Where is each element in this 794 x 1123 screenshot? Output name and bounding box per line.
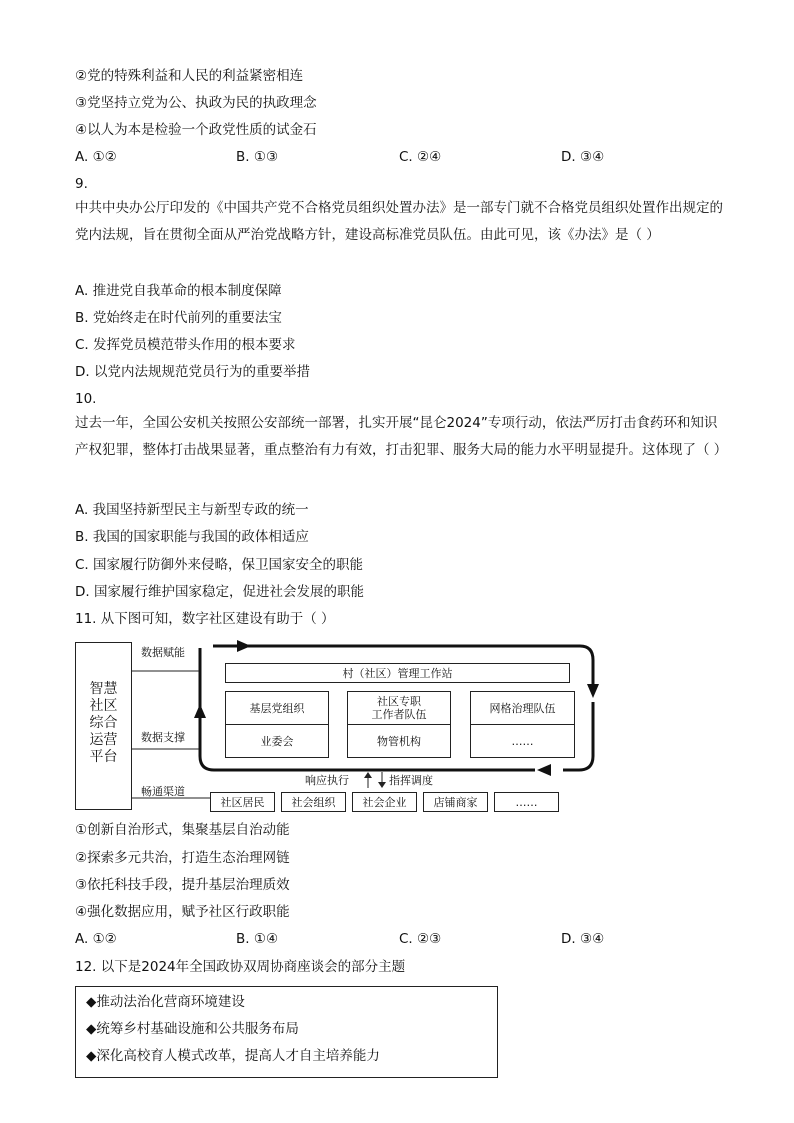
q8-option-c[interactable]: C. ②④ xyxy=(399,149,442,165)
q12-topic-3: ◆深化高校育人模式改革，提高人才自主培养能力 xyxy=(86,1048,380,1064)
q12-stem: 12. 以下是2024年全国政协双周协商座谈会的部分主题 xyxy=(75,959,406,975)
label-channel: 畅通渠道 xyxy=(141,785,185,798)
label-data-support: 数据支撑 xyxy=(141,731,185,744)
q9-stem: 中共中央办公厅印发的《中国共产党不合格党员组织处置办法》是一部专门就不合格党员组织处置作出规定的党内法规，旨在贯彻全面从严治党战略方针，建设高标准党员队伍。由此可见，该《办法》是（ ） xyxy=(75,200,723,243)
platform-label xyxy=(76,681,131,766)
q12-topic-1: ◆推动法治化营商环境建设 xyxy=(86,994,245,1010)
q9-option-a[interactable]: A. 推进党自我革命的根本制度保障 xyxy=(75,283,282,299)
q10-option-b[interactable]: B. 我国的国家职能与我国的政体相适应 xyxy=(75,529,309,545)
label-respond: 响应执行 xyxy=(305,774,349,787)
q8-option-b[interactable]: B. ①③ xyxy=(236,149,279,165)
q12-topics-box xyxy=(75,986,498,1078)
q11-option-b[interactable]: B. ①④ xyxy=(236,931,279,947)
q11-option-c[interactable]: C. ②③ xyxy=(399,931,442,947)
q8-statement-2: ②党的特殊利益和人民的利益紧密相连 xyxy=(75,68,304,84)
actor-social-enterprises: 社会企业 xyxy=(352,792,417,812)
platform-line-2: 社区 xyxy=(89,698,118,714)
platform-line-3: 综合 xyxy=(89,715,118,731)
org-more: …… xyxy=(470,724,575,758)
q11-statement-2: ②探索多元共治，打造生态治理网链 xyxy=(75,850,290,866)
q11-stem: 11. 从下图可知，数字社区建设有助于（ ） xyxy=(75,611,335,627)
org-owners-committee: 业委会 xyxy=(225,724,329,758)
q11-option-a[interactable]: A. ①② xyxy=(75,931,117,947)
q9-number: 9. xyxy=(75,176,88,192)
q11-statement-1: ①创新自治形式，集聚基层自治动能 xyxy=(75,822,290,838)
q9-option-c[interactable]: C. 发挥党员模范带头作用的根本要求 xyxy=(75,337,296,353)
org-party: 基层党组织 xyxy=(225,691,329,725)
org-workers xyxy=(347,691,451,725)
q8-statement-4: ④以人为本是检验一个政党性质的试金石 xyxy=(75,122,317,138)
q10-number: 10. xyxy=(75,391,97,407)
q10-option-d[interactable]: D. 国家履行维护国家稳定，促进社会发展的职能 xyxy=(75,584,364,600)
q11-statement-3: ③依托科技手段，提升基层治理质效 xyxy=(75,877,290,893)
actor-more: …… xyxy=(494,792,559,812)
q8-option-d[interactable]: D. ③④ xyxy=(561,149,605,165)
q9-option-b[interactable]: B. 党始终走在时代前列的重要法宝 xyxy=(75,310,282,326)
q10-option-c[interactable]: C. 国家履行防御外来侵略，保卫国家安全的职能 xyxy=(75,557,364,573)
org-workers-line-2: 工作者队伍 xyxy=(371,708,427,721)
actor-residents: 社区居民 xyxy=(210,792,275,812)
label-data-empower: 数据赋能 xyxy=(141,646,185,659)
platform-line-5: 平台 xyxy=(89,749,118,765)
platform-line-1: 智慧 xyxy=(89,681,118,697)
q10-option-a[interactable]: A. 我国坚持新型民主与新型专政的统一 xyxy=(75,502,309,518)
org-workers-line-1: 社区专职 xyxy=(377,695,421,708)
q11-diagram xyxy=(75,638,605,814)
q11-statement-4: ④强化数据应用，赋予社区行政职能 xyxy=(75,904,290,920)
org-grid: 网格治理队伍 xyxy=(470,691,575,725)
platform-line-4: 运营 xyxy=(89,732,118,748)
actor-shops: 店铺商家 xyxy=(423,792,488,812)
q8-option-a[interactable]: A. ①② xyxy=(75,149,117,165)
q10-stem: 过去一年，全国公安机关按照公安部统一部署，扎实开展“昆仑2024”专项行动，依法严厉打击食药环和知识产权犯罪，整体打击战果显著，重点整治有力有效，打击犯罪、服务大局的能力水平明显提升。这体现了（ ） xyxy=(75,415,728,458)
q11-option-d[interactable]: D. ③④ xyxy=(561,931,605,947)
q9-option-d[interactable]: D. 以党内法规规范党员行为的重要举措 xyxy=(75,364,310,380)
org-property: 物管机构 xyxy=(347,724,451,758)
q8-statement-3: ③党坚持立党为公、执政为民的执政理念 xyxy=(75,95,317,111)
actor-social-orgs: 社会组织 xyxy=(281,792,346,812)
q12-topic-2: ◆统筹乡村基础设施和公共服务布局 xyxy=(86,1021,299,1037)
platform-box xyxy=(75,642,132,810)
station-box: 村（社区）管理工作站 xyxy=(225,663,570,683)
label-dispatch: 指挥调度 xyxy=(389,774,433,787)
